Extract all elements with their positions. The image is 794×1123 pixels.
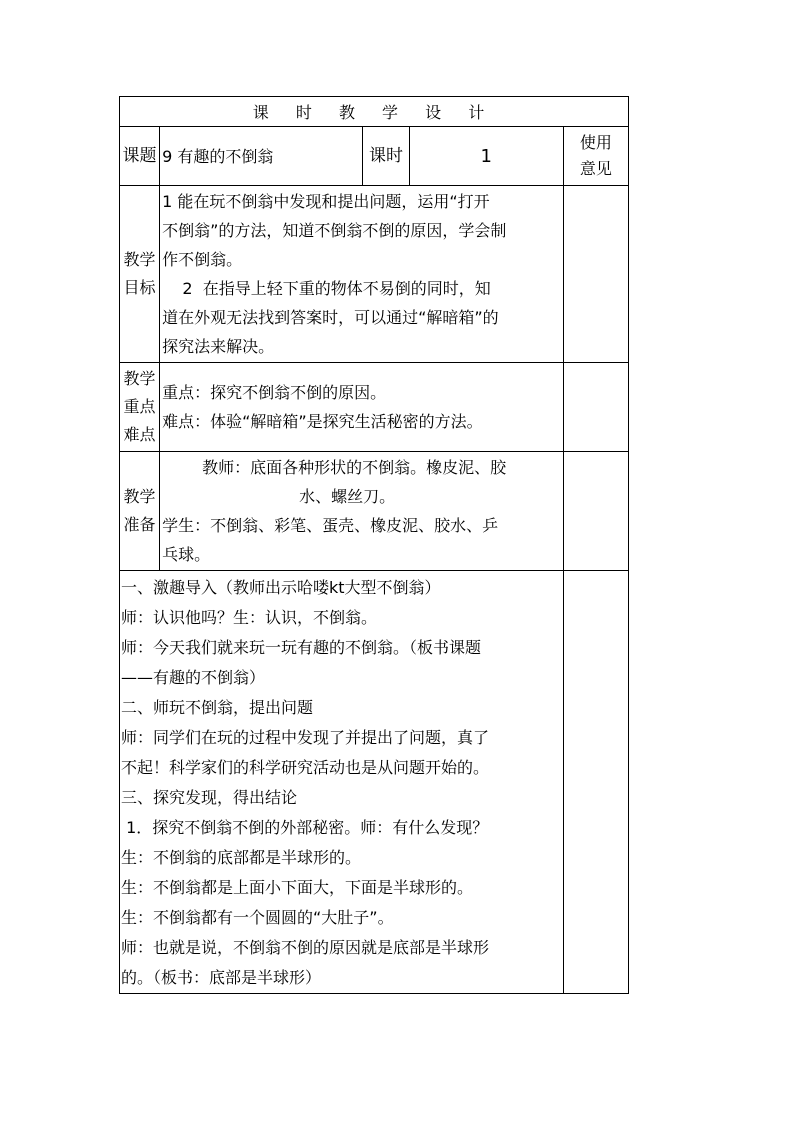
process-row — [120, 571, 629, 994]
objectives-line: 道在外观无法找到答案时，可以通过“解暗箱”的 — [162, 308, 499, 327]
prep-teacher-line: 教师：底面各种形状的不倒翁。橡皮泥、胶 — [202, 458, 507, 477]
objectives-row — [120, 186, 629, 363]
process-line: 师：也就是说，不倒翁不倒的原因就是底部是半球形 — [121, 938, 490, 957]
process-line: ——有趣的不倒翁） — [121, 668, 266, 687]
topic-label: 课题 — [120, 127, 160, 186]
period-value: 1 — [409, 127, 563, 186]
process-line: 师：今天我们就来玩一玩有趣的不倒翁。（板书课题 — [121, 638, 482, 657]
key-point-line: 重点：探究不倒翁不倒的原因。 — [162, 383, 387, 402]
prep-student-line: 学生：不倒翁、彩笔、蛋壳、橡皮泥、胶水、乒 — [162, 516, 499, 535]
lesson-plan-table — [119, 96, 629, 994]
prep-label-line-1: 教学 — [123, 487, 156, 506]
prep-text — [160, 452, 564, 571]
prep-teacher-line-cont: 水、螺丝刀。 — [299, 487, 396, 506]
topic-row — [120, 127, 629, 186]
prep-label-line-2: 准备 — [123, 515, 156, 534]
process-usage-cell — [563, 571, 628, 994]
objectives-label — [120, 186, 160, 363]
usage-label-line-1: 使用 — [579, 133, 612, 152]
process-line: 不起！科学家们的科学研究活动也是从问题开始的。 — [121, 758, 490, 777]
period-label: 课时 — [363, 127, 409, 186]
key-points-label-line-3: 难点 — [123, 425, 156, 444]
objectives-label-line-1: 教学 — [123, 250, 156, 269]
objectives-line: 2 在指导上轻下重的物体不易倒的同时，知 — [162, 279, 491, 298]
process-line: 生：不倒翁都是上面小下面大，下面是半球形的。 — [121, 878, 474, 897]
key-points-row — [120, 363, 629, 452]
key-points-label-line-1: 教学 — [123, 369, 156, 388]
process-line: 师：认识他吗？生：认识，不倒翁。 — [121, 608, 378, 627]
key-points-text — [160, 363, 564, 452]
process-line: 师：同学们在玩的过程中发现了并提出了问题，真了 — [121, 728, 490, 747]
prep-usage-cell — [563, 452, 628, 571]
prep-row — [120, 452, 629, 571]
key-points-label-line-2: 重点 — [123, 397, 156, 416]
objectives-usage-cell — [563, 186, 628, 363]
key-points-usage-cell — [563, 363, 628, 452]
process-line: 生：不倒翁都有一个圆圆的“大肚子”。 — [121, 908, 394, 927]
title-row — [120, 97, 629, 127]
usage-label-line-2: 意见 — [579, 159, 612, 178]
process-line: 1．探究不倒翁不倒的外部秘密。师：有什么发现？ — [121, 818, 489, 837]
objectives-line: 探究法来解决。 — [162, 337, 275, 356]
topic-value: 9 有趣的不倒翁 — [160, 127, 363, 186]
objectives-label-line-2: 目标 — [123, 278, 156, 297]
difficulty-line: 难点：体验“解暗箱”是探究生活秘密的方法。 — [162, 412, 483, 431]
objectives-text — [160, 186, 564, 363]
objectives-line: 不倒翁”的方法，知道不倒翁不倒的原因，学会制 — [162, 221, 507, 240]
process-line: 二、师玩不倒翁，提出问题 — [121, 698, 314, 717]
process-line: 一、激趣导入（教师出示哈喽kt大型不倒翁） — [121, 578, 441, 597]
objectives-line: 1 能在玩不倒翁中发现和提出问题，运用“打开 — [162, 192, 490, 211]
process-line: 三、探究发现，得出结论 — [121, 788, 298, 807]
process-line: 生：不倒翁的底部都是半球形的。 — [121, 848, 362, 867]
process-line: 的。（板书：底部是半球形） — [121, 968, 322, 987]
table-title: 课 时 教 学 设 计 — [120, 97, 629, 127]
prep-label — [120, 452, 160, 571]
key-points-label — [120, 363, 160, 452]
usage-label — [563, 127, 628, 186]
objectives-line: 作不倒翁。 — [162, 250, 243, 269]
prep-student-line-cont: 乓球。 — [162, 545, 211, 564]
process-text — [120, 571, 564, 994]
